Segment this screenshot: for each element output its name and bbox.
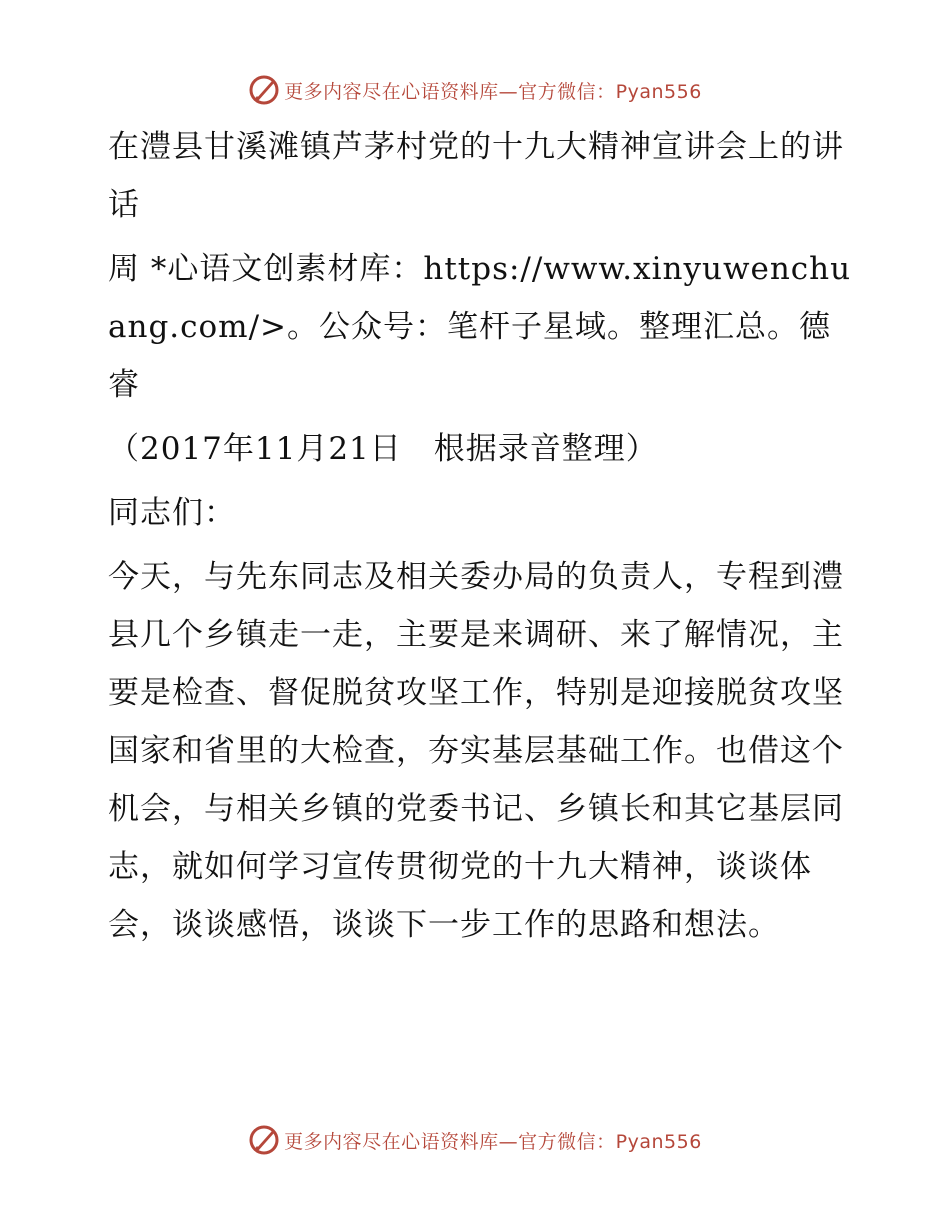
document-body xyxy=(98,118,858,954)
header-banner xyxy=(0,70,950,110)
footer-banner xyxy=(0,1120,950,1160)
document-title: 在澧县甘溪滩镇芦茅村党的十九大精神宣讲会上的讲话 xyxy=(108,129,844,223)
quill-pen-logo-icon xyxy=(248,74,280,106)
banner-text: 更多内容尽在心语资料库—官方微信：Pyan556 xyxy=(284,1130,702,1153)
salutation: 同志们： xyxy=(108,495,236,531)
quill-pen-logo-icon xyxy=(248,1124,280,1156)
banner-text: 更多内容尽在心语资料库—官方微信：Pyan556 xyxy=(284,80,702,103)
author-line: 周 *心语文创素材库：https://www.xinyuwenchuang.com/>。公众号：笔杆子星域。整理汇总。德 睿 xyxy=(108,251,852,403)
body-paragraph: 今天，与先东同志及相关委办局的负责人，专程到澧县几个乡镇走一走，主要是来调研、来了解情况，主要是检查、督促脱贫攻坚工作，特别是迎接脱贫攻坚国家和省里的大检查，夯实基层基础工作。也借这个机会，与相关乡镇的党委书记、乡镇长和其它基层同志，就如何学习宣传贯彻党的十九大精神，谈谈体会，谈谈感悟，谈谈下一步工作的思路和想法。 xyxy=(108,559,844,943)
date-note: （2017年11月21日 根据录音整理） xyxy=(108,431,658,467)
